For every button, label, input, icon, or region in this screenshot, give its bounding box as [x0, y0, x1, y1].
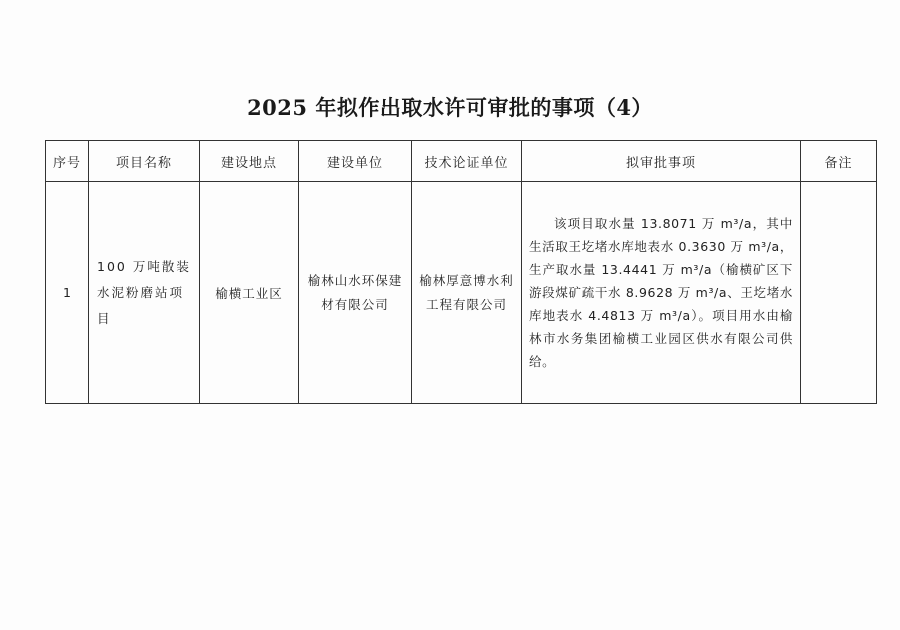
- header-project: 项目名称: [89, 141, 200, 182]
- cell-builder: 榆林山水环保建材有限公司: [299, 182, 412, 404]
- table-header-row: [46, 141, 877, 182]
- cell-tech: 榆林厚意博水利工程有限公司: [412, 182, 522, 404]
- header-note: 备注: [801, 141, 877, 182]
- header-matter: 拟审批事项: [522, 141, 801, 182]
- cell-note: [801, 182, 877, 404]
- cell-seq: 1: [46, 182, 89, 404]
- approval-table: [45, 140, 877, 404]
- cell-project: 100 万吨散装水泥粉磨站项目: [89, 182, 200, 404]
- cell-location: 榆横工业区: [200, 182, 299, 404]
- header-tech: 技术论证单位: [412, 141, 522, 182]
- header-location: 建设地点: [200, 141, 299, 182]
- table-row: [46, 182, 877, 404]
- cell-matter: [522, 182, 801, 404]
- header-builder: 建设单位: [299, 141, 412, 182]
- matter-text: 该项目取水量 13.8071 万 m³/a，其中生活取王圪堵水库地表水 0.3630 万 m³/a，生产取水量 13.4441 万 m³/a（榆横矿区下游段煤矿疏干水 8.9628 万 m³/a、王圪堵水库地表水 4.4813 万 m³/a）。项目用水由榆林市水务集团榆横工业园区供水有限公司供给。: [529, 216, 793, 369]
- header-seq: 序号: [46, 141, 89, 182]
- document-title: 2025 年拟作出取水许可审批的事项（4）: [247, 95, 653, 120]
